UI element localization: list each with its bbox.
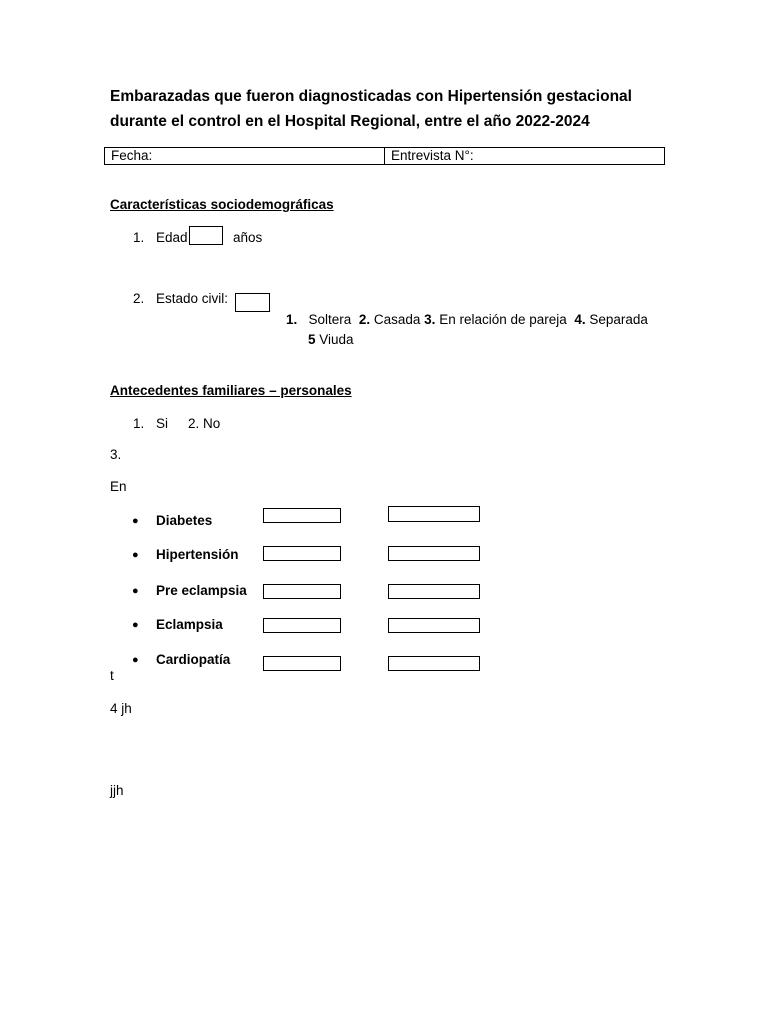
option-en-relacion: En relación de pareja [439, 312, 567, 327]
cardiopatia-box-2[interactable] [388, 656, 480, 671]
option-casada: Casada [373, 312, 421, 327]
misc-text-4jh: 4 jh [110, 701, 132, 716]
s2-q1-number: 1. [133, 416, 145, 431]
entrevista-label: Entrevista N°: [391, 148, 474, 163]
eclampsia-box-1[interactable] [263, 618, 341, 633]
bullet-icon: ● [132, 619, 139, 631]
page-title-line-1: Embarazadas que fueron diagnosticadas con Hipertensión gestacional [110, 88, 632, 105]
pre-eclampsia-box-2[interactable] [388, 584, 480, 599]
q1-anos-suffix: años [233, 230, 263, 245]
q1-edad-label: Edad [156, 230, 188, 245]
cardiopatia-box-1[interactable] [263, 656, 341, 671]
item-cardiopatia: Cardiopatía [156, 652, 231, 667]
section-heading-sociodemograficas: Características sociodemográficas [110, 197, 334, 212]
estado-civil-options-line-2 [308, 332, 354, 347]
fecha-field[interactable] [105, 148, 385, 164]
item-eclampsia: Eclampsia [156, 617, 223, 632]
option-2-number: 2. [358, 312, 371, 327]
option-separada: Separada [589, 312, 648, 327]
hipertension-box-1[interactable] [263, 546, 341, 561]
section-heading-antecedentes: Antecedentes familiares – personales [110, 383, 352, 398]
item-diabetes: Diabetes [156, 513, 213, 528]
pre-eclampsia-box-1[interactable] [263, 584, 341, 599]
bullet-icon: ● [132, 585, 139, 597]
option-4-number: 4. [574, 312, 586, 327]
option-viuda: Viuda [319, 332, 354, 347]
misc-text-en: En [110, 479, 127, 494]
diabetes-box-2[interactable] [388, 506, 480, 522]
option-3-number: 3. [424, 312, 436, 327]
estado-civil-input-box[interactable] [235, 293, 270, 312]
estado-civil-options-line-1 [286, 312, 648, 327]
bullet-icon: ● [132, 515, 139, 527]
fecha-label: Fecha: [111, 148, 153, 163]
option-si: Si [156, 416, 169, 431]
q2-estado-civil-label: Estado civil: [156, 291, 229, 306]
option-soltera: Soltera [308, 312, 352, 327]
q1-number: 1. [133, 230, 145, 245]
misc-text-3: 3. [110, 447, 122, 462]
hipertension-box-2[interactable] [388, 546, 480, 561]
misc-text-t: t [110, 668, 114, 683]
item-hipertension: Hipertensión [156, 547, 239, 562]
eclampsia-box-2[interactable] [388, 618, 480, 633]
header-table [104, 147, 665, 165]
item-pre-eclampsia: Pre eclampsia [156, 583, 247, 598]
misc-text-jjh: jjh [110, 783, 124, 798]
diabetes-box-1[interactable] [263, 508, 341, 523]
bullet-icon: ● [132, 654, 139, 666]
bullet-icon: ● [132, 549, 139, 561]
q2-number: 2. [133, 291, 145, 306]
option-no: 2. No [188, 416, 221, 431]
edad-input-box[interactable] [189, 226, 223, 245]
option-1-number: 1. [286, 312, 298, 327]
page-title-line-2: durante el control en el Hospital Regional, entre el año 2022-2024 [110, 113, 590, 130]
option-5-number: 5 [308, 332, 316, 347]
entrevista-field[interactable] [385, 148, 474, 164]
